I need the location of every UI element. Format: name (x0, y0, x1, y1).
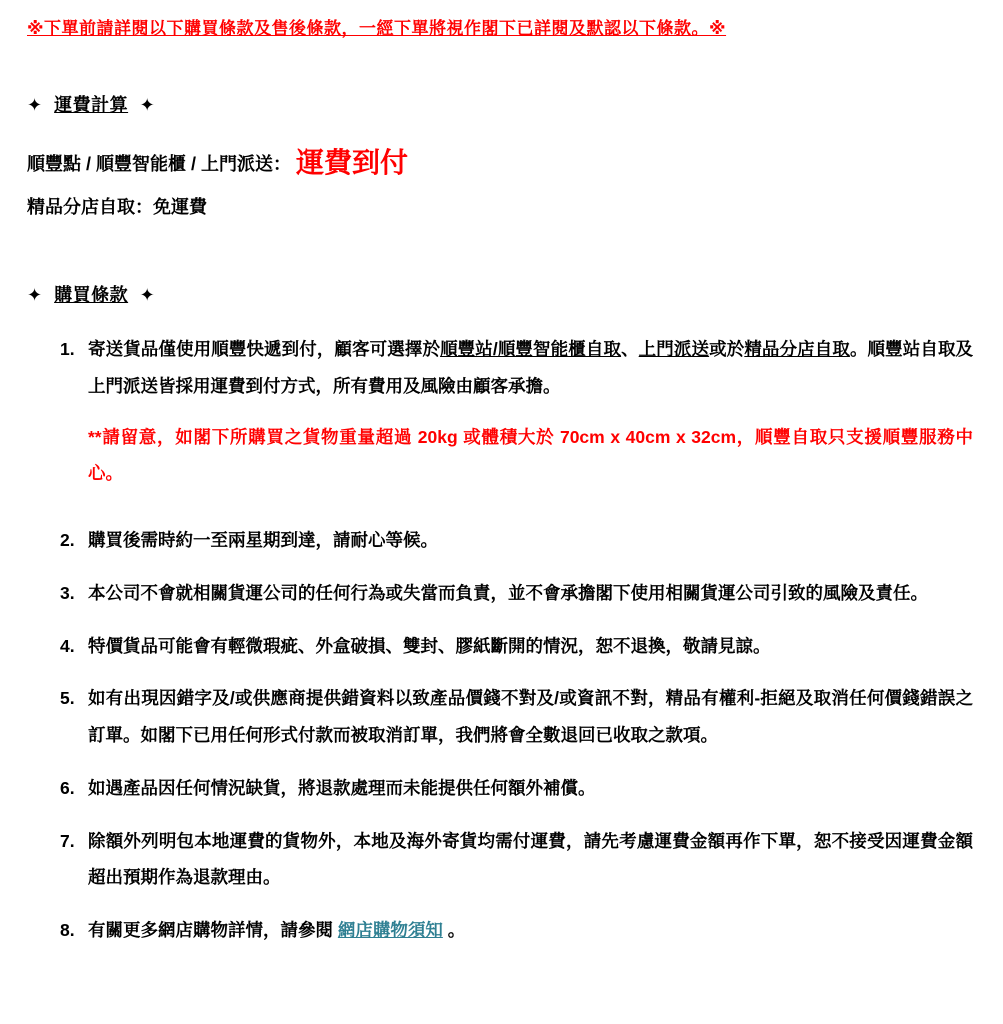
term-number: 8. (60, 920, 75, 940)
term-text-segment: 寄送貨品僅使用順豐快遞到付，顧客可選擇於 (88, 339, 441, 359)
term-text (88, 912, 973, 949)
shipping-section-heading (27, 91, 973, 117)
star-icon: ✦ (139, 95, 156, 115)
store-pickup-line: 精品分店自取：免運費 (27, 197, 207, 217)
star-icon: ✦ (139, 285, 156, 305)
term-text: 除額外列明包本地運費的貨物外，本地及海外寄貨均需付運費，請先考慮運費金額再作下單，恕不接受因運費金額超出預期作為退款理由。 (88, 830, 973, 888)
term-item-6 (27, 770, 973, 807)
term-body (88, 823, 973, 897)
term-body (88, 522, 973, 559)
term-text: 特價貨品可能會有輕微瑕疵、外盒破損、雙封、膠紙斷開的情況，恕不退換，敬請見諒。 (88, 635, 771, 656)
term-number: 6. (60, 777, 75, 798)
term-text: 如遇產品因任何情況缺貨，將退款處理而未能提供任何額外補償。 (88, 777, 596, 798)
term-text-segment: 或於 (709, 339, 745, 359)
terms-heading-text: 購買條款 (54, 285, 129, 305)
term-text: 購買後需時約一至兩星期到達，請耐心等候。 (88, 530, 438, 550)
shipping-methods-label: 順豐點 / 順豐智能櫃 / 上門派送： (27, 154, 292, 174)
term-body (88, 912, 973, 949)
weight-limit-warning: **請留意，如閣下所購買之貨物重量超過 20kg 或體積大於 70cm x 40cm x 32cm，順豐自取只支援順豐服務中心。 (88, 426, 973, 484)
shipping-heading-text: 運費計算 (54, 95, 129, 115)
term-item-8 (27, 912, 973, 949)
star-icon: ✦ (27, 95, 43, 115)
term-text-underlined: 順豐站/順豐智能櫃自取 (440, 339, 622, 359)
term-body (88, 331, 973, 506)
term-text-segment: 。 (442, 920, 466, 940)
star-icon: ✦ (27, 285, 43, 305)
term-number: 3. (60, 582, 75, 603)
term-text: 本公司不會就相關貨運公司的任何行為或失當而負責，並不會承擔閣下使用相關貨運公司引致的風險及責任。 (88, 582, 928, 603)
term-item-5 (27, 680, 973, 754)
term-text: 如有出現因錯字及/或供應商提供錯資料以致產品價錢不對及/或資訊不對，精品有權利-拒絕及取消任何價錢錯誤之訂單。如閣下已用任何形式付款而被取消訂單，我們將會全數退回已收取之款項。 (88, 688, 973, 745)
term-number: 5. (60, 688, 75, 709)
term-item-2 (27, 522, 973, 559)
term-number: 7. (60, 830, 75, 851)
shipping-methods-line (27, 141, 973, 181)
term-number: 2. (60, 530, 75, 550)
term-text-underlined: 精品分店自取 (744, 339, 850, 359)
term-number: 1. (60, 339, 75, 359)
top-notice: ※下單前請詳閱以下購買條款及售後條款，一經下單將視作閣下已詳閱及默認以下條款。※ (27, 19, 727, 38)
term-number: 4. (60, 635, 75, 656)
term-text-segment: 、 (621, 339, 639, 359)
terms-list (27, 331, 973, 949)
shop-guide-link[interactable]: 網店購物須知 (337, 920, 443, 940)
term-item-4 (27, 628, 973, 665)
term-text-segment: 。順豐站自取及上門派送皆採用運費到付方式，所有費用及風險由顧客承擔。 (88, 339, 974, 396)
term-item-3 (27, 575, 973, 612)
term-text-segment: 有關更多網店購物詳情，請參閱 (88, 920, 338, 940)
term-text-underlined: 上門派送 (638, 339, 710, 359)
term-body (88, 770, 973, 807)
term-item-7 (27, 823, 973, 897)
term-body (88, 575, 973, 612)
terms-section-heading (27, 281, 973, 307)
term-item-1 (27, 331, 973, 506)
term-body (88, 680, 973, 754)
freight-collect-value: 運費到付 (296, 147, 409, 178)
term-text (88, 331, 973, 405)
term-body (88, 628, 973, 665)
